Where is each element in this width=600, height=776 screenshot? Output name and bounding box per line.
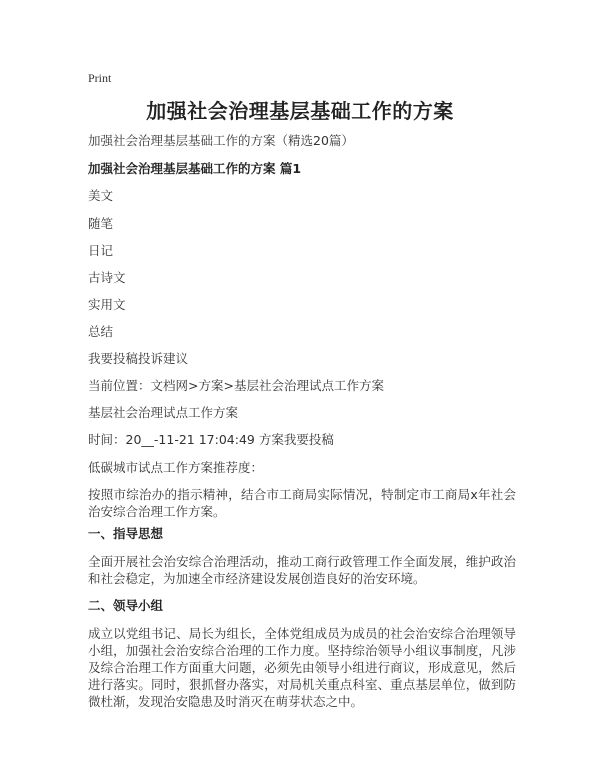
article-title: 基层社会治理试点工作方案 bbox=[88, 405, 239, 420]
paragraph-guiding-thought: 全面开展社会治安综合治理活动，推动工商行政管理工作全面发展，维护政治和社会稳定，为加速全市经济建设发展创造良好的治安环境。 bbox=[88, 554, 516, 586]
heading-leadership-group: 二、领导小组 bbox=[88, 598, 164, 613]
nav-link-meiwen[interactable]: 美文 bbox=[88, 188, 114, 203]
heading-guiding-thought: 一、指导思想 bbox=[88, 526, 164, 541]
nav-link-suibi[interactable]: 随笔 bbox=[88, 216, 114, 231]
recommend-line: 低碳城市试点工作方案推荐度： bbox=[88, 460, 264, 475]
intro-paragraph: 按照市综治办的指示精神，结合市工商局实际情况，特制定市工商局x年社会治安综合治理工作方案。 bbox=[88, 487, 516, 519]
document-title: 加强社会治理基层基础工作的方案 bbox=[146, 99, 454, 123]
breadcrumb: 当前位置：文档网>方案>基层社会治理试点工作方案 bbox=[88, 378, 384, 393]
nav-link-gushiwen[interactable]: 古诗文 bbox=[88, 270, 126, 285]
section-heading: 加强社会治理基层基础工作的方案 篇1 bbox=[88, 161, 302, 176]
nav-link-submit-complaint[interactable]: 我要投稿投诉建议 bbox=[88, 351, 189, 366]
document-subtitle: 加强社会治理基层基础工作的方案（精选20篇） bbox=[88, 133, 354, 148]
nav-link-shiyongwen[interactable]: 实用文 bbox=[88, 297, 126, 312]
print-label: Print bbox=[88, 71, 112, 85]
nav-link-riji[interactable]: 日记 bbox=[88, 243, 114, 258]
paragraph-leadership-group: 成立以党组书记、局长为组长，全体党组成员为成员的社会治安综合治理领导小组，加强社会治安综合治理的工作力度。坚持综治领导小组议事制度，凡涉及综合治理工作方面重大问题，必须先由领导小组进行商议，形成意见，然后进行落实。同时，狠抓督办落实，对局机关重点科室、重点基层单位，做到防微杜渐，发现治安隐患及时消灭在萌芽状态之中。 bbox=[88, 626, 516, 709]
article-time: 时间：20__-11-21 17:04:49 方案我要投稿 bbox=[88, 432, 334, 447]
nav-link-zongjie[interactable]: 总结 bbox=[88, 324, 114, 339]
